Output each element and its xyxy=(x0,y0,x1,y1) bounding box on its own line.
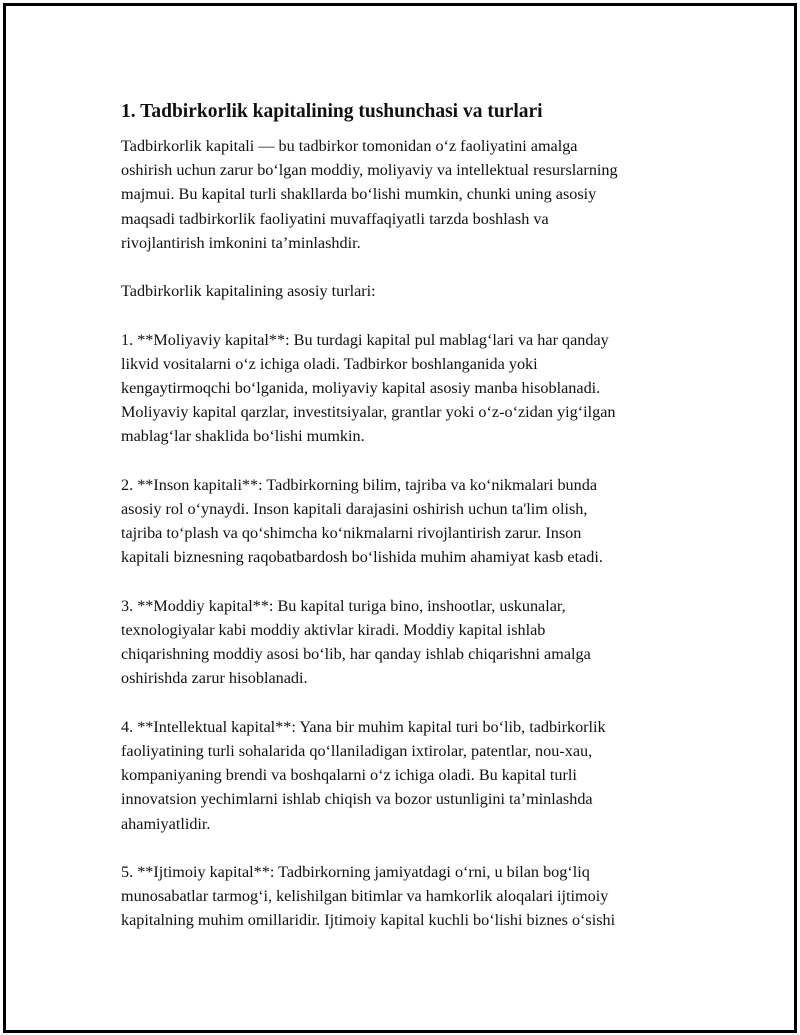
text-line: kapitalning muhim omillaridir. Ijtimoiy kapital kuchli bo‘lishi biznes o‘sishi xyxy=(121,911,616,930)
text-line: Tadbirkorlik kapitali — bu tadbirkor tomonidan o‘z faoliyatini amalga xyxy=(121,137,578,155)
list-item-social-capital xyxy=(121,860,706,933)
intro-paragraph xyxy=(121,134,706,255)
text-line: oshirishda zarur hisoblanadi. xyxy=(121,669,308,688)
text-line: 2. **Inson kapitali**: Tadbirkorning bilim, tajriba va ko‘nikmalari bunda xyxy=(121,475,598,494)
text-line: 3. **Moddiy kapital**: Bu kapital turiga bino, inshootlar, uskunalar, xyxy=(121,596,566,615)
text-line: 1. **Moliyaviy kapital**: Bu turdagi kapital pul mablag‘lari va har qanday xyxy=(121,330,609,349)
text-line: chiqarishning moddiy asosi bo‘lib, har qanday ishlab chiqarishni amalga xyxy=(121,645,591,664)
text-line: rivojlantirish imkonini ta’minlashdir. xyxy=(121,233,361,252)
text-line: maqsadi tadbirkorlik faoliyatini muvaffaqiyatli tarzda boshlash va xyxy=(121,209,549,228)
text-line: texnologiyalar kabi moddiy aktivlar kiradi. Moddiy kapital ishlab xyxy=(121,621,546,639)
text-line: ahamiyatlidir. xyxy=(121,814,211,833)
document-body xyxy=(121,98,706,933)
text-line: likvid vositalarni o‘z ichiga oladi. Tadbirkor boshlanganida yoki xyxy=(121,354,538,373)
text-line: kengaytirmoqchi bo‘lganida, moliyaviy kapital asosiy manba hisoblanadi. xyxy=(121,379,601,397)
types-intro-paragraph xyxy=(121,279,706,303)
list-item-human-capital xyxy=(121,473,706,570)
text-line: kapitali biznesning raqobatbardosh bo‘lishida muhim ahamiyat kasb etadi. xyxy=(121,548,603,567)
text-line: tajriba to‘plash va qo‘shimcha ko‘nikmalarni rivojlantirish zarur. Inson xyxy=(121,524,582,543)
text-line: 5. **Ijtimoiy kapital**: Tadbirkorning jamiyatdagi o‘rni, u bilan bog‘liq xyxy=(121,863,590,881)
text-line: asosiy rol o‘ynaydi. Inson kapitali darajasini oshirish uchun ta'lim olish, xyxy=(121,500,588,518)
text-line: mablag‘lar shaklida bo‘lishi mumkin. xyxy=(121,427,365,446)
text-line: majmui. Bu kapital turli shakllarda bo‘lishi mumkin, chunki uning asosiy xyxy=(121,185,597,204)
text-line: kompaniyaning brendi va boshqalarni o‘z ichiga oladi. Bu kapital turli xyxy=(121,766,577,785)
list-item-intellectual-capital xyxy=(121,715,706,836)
text-line: faoliyatining turli sohalarida qo‘llaniladigan ixtirolar, patentlar, nou-xau, xyxy=(121,742,593,760)
list-item-physical-capital xyxy=(121,594,706,691)
list-item-financial-capital xyxy=(121,328,706,449)
text-line: 4. **Intellektual kapital**: Yana bir muhim kapital turi bo‘lib, tadbirkorlik xyxy=(121,717,606,736)
text-line: Moliyaviy kapital qarzlar, investitsiyalar, grantlar yoki o‘z-o‘zidan yig‘ilgan xyxy=(121,403,616,422)
text-line: oshirish uchun zarur bo‘lgan moddiy, moliyaviy va intellektual resurslarning xyxy=(121,161,618,180)
section-heading: 1. Tadbirkorlik kapitalining tushunchasi va turlari xyxy=(121,101,543,122)
text-line: innovatsion yechimlarni ishlab chiqish va bozor ustunligini ta’minlashda xyxy=(121,790,593,809)
page-frame xyxy=(3,3,797,1033)
text-line: munosabatlar tarmog‘i, kelishilgan bitimlar va hamkorlik aloqalari ijtimoiy xyxy=(121,887,609,906)
text-line: Tadbirkorlik kapitalining asosiy turlari: xyxy=(121,282,376,301)
